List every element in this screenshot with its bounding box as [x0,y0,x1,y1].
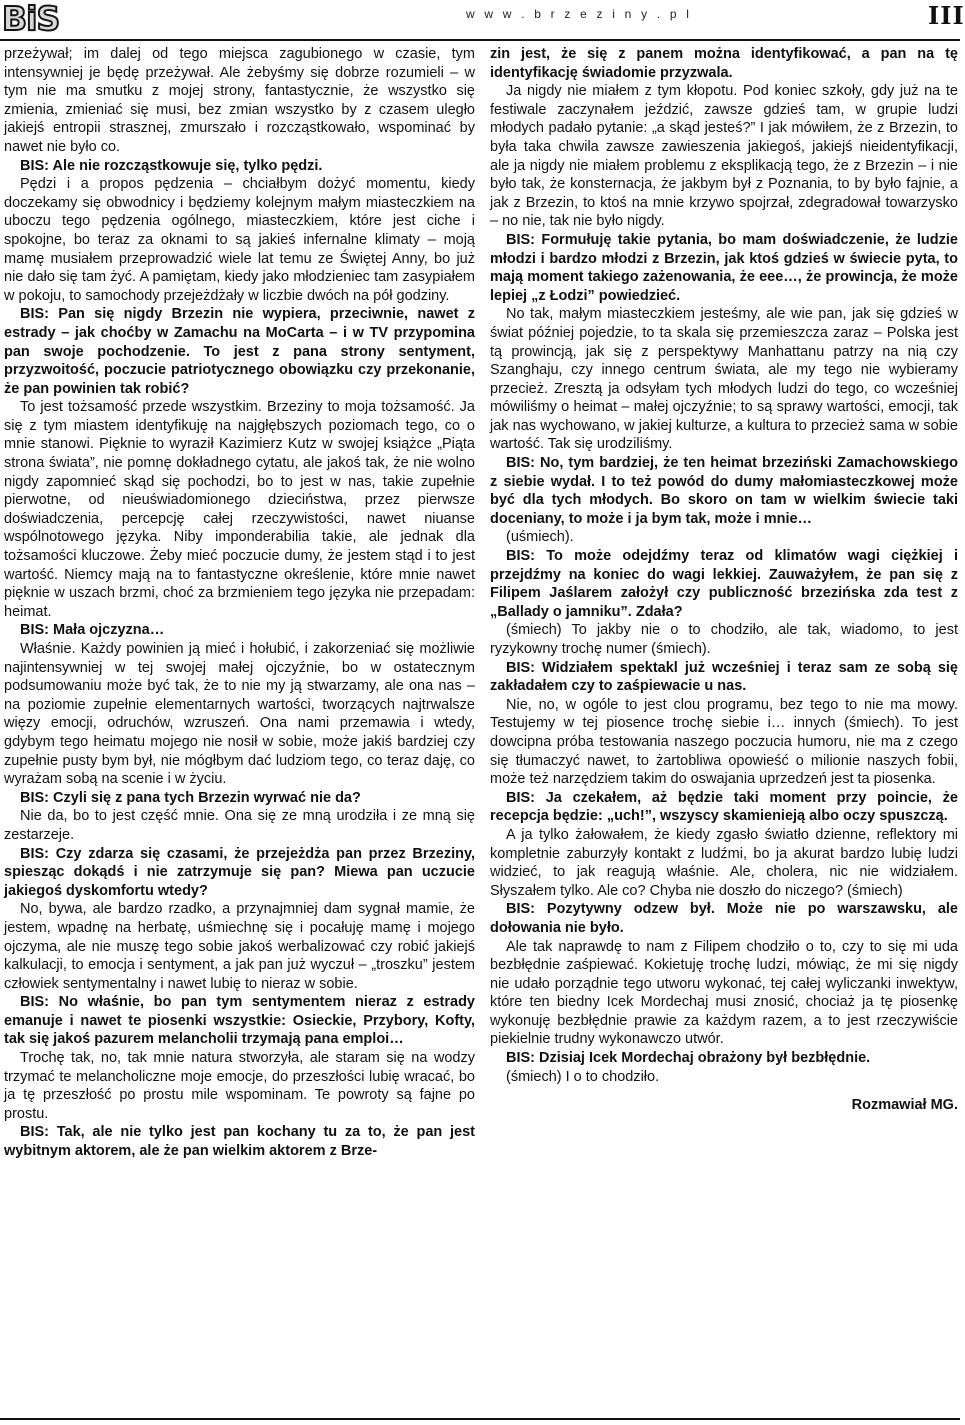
left-column [4,45,475,1161]
interview-question: zin jest, że się z panem można identyfikować, a pan na tę identyfikację świadomie przyzwala. [490,46,958,81]
site-url[interactable]: w w w . b r z e z i n y . p l [466,7,693,21]
interview-answer: Pędzi i a propos pędzenia – chciałbym dożyć momentu, kiedy doczekamy się obwodnicy i będziemy kolejnym małym miasteczkiem na uboczu tego pędzenia ogólnego, miasteczkiem, które jest ciche i spokojne, bo teraz za oknami to są jakieś infernalne klimaty – moją mamę musiałem przeprowadzić wiele lat temu ze Świętej Anny, bo już nie dało się tam żyć. A pamiętam, kiedy jako młodzieniec tam zasypiałem w pokoju, to samochody przejeżdżały w liczbie dwóch na pół godziny. [4,176,475,304]
interview-answer: Nie, no, w ogóle to jest clou programu, bez tego to nie ma mowy. Testujemy w tej piosence trochę siebie i… innych (śmiech). To jest dowcipna próba testowania naszego poczucia humoru, nie ma z czego się tłumaczyć nawet, to żartobliwa opowieść o milionie naszych fobii, może też narzędziem takim do oswajania uprzedzeń jest ta piosenka. [490,696,958,788]
interview-answer: Trochę tak, no, tak mnie natura stworzyła, ale staram się na wodzy trzymać te melancholiczne moje emocje, do przeszłości lubię wracać, bo ja tę przeszłość po prostu mile wspominam. Te powroty są fajne po prostu. [4,1050,475,1122]
interview-question: BIS: Widziałem spektakl już wcześniej i teraz sam ze sobą się zakładałem czy to zaśpiewacie u nas. [490,659,958,695]
bis-logo: BiS [2,0,60,38]
interview-answer: No tak, małym miasteczkiem jesteśmy, ale wie pan, jak się gdzieś w świat później pojedzie, to ta skala się przemieszcza zaraz – Polska jest tą prowincją, jak się z perspektywy Manhattanu patrzy na nią czy Szanghaju, czy innego centrum świata, ale my tego nie wybieramy przecież. Zresztą ja odsyłam tych młodych ludzi do tego, co wcześniej mówiliśmy o heimat – małej ojczyźnie; to są sprawy wartości, emocji, tak jak nas wychowano, w jakiej kulturze, a kultura to przecież sama w sobie wartość. Tak się urodziliśmy. [490,306,958,453]
interview-answer: Nie da, bo to jest część mnie. Ona się ze mną urodziła i ze mną się zestarzeje. [4,808,475,843]
interview-question: BIS: To może odejdźmy teraz od klimatów wagi ciężkiej i przejdźmy na koniec do wagi lekkiej. Zauważyłem, że pan się z Filipem Jaślarem założył czy publiczność brzezińska zda test z „Ballady o jamniku”. Zdała? [490,548,958,620]
interview-question: BIS: Pan się nigdy Brzezin nie wypiera, przeciwnie, nawet z estrady – jak choćby w Zamachu na MoCarta – i w TV przypomina pan swoje pochodzenie. To jest z pana strony sentyment, przyzwoitość, poczucie patriotycznego obowiązku czy przekonanie, że pan powinien tak robić? [4,306,475,397]
interview-question: BIS: Pozytywny odzew był. Może nie po warszawsku, ale dołowania nie było. [490,901,958,936]
interview-answer: No, bywa, ale bardzo rzadko, a przynajmniej dam sygnał mamie, że jestem, wpadnę na herbatę, uśmiechnę się i pocałuję mamę i mojego ojczyma, ale nie muszę tego sobie jakoś werbalizować czy robić jakiejś kalkulacji, to emocja i sentyment, a jak pan już wyczuł – „troszku” jestem człowiek sentymentalny i nawet lubię to nieraz w sobie. [4,901,475,992]
right-column [490,45,958,1115]
interview-answer: (uśmiech). [506,529,574,546]
interview-question: BIS: Formułuję takie pytania, bo mam doświadczenie, że ludzie młodzi i bardzo młodzi z Brzezin, jak ktoś gdzieś w świecie pyta, to mają moment takiego zażenowania, że eee…, że prowincja, że może lepiej „z Łodzi” powiedzieć. [490,231,958,304]
interview-answer: Właśnie. Każdy powinien ją mieć i hołubić, i zakorzeniać się możliwie najintensywniej w tej swojej małej ojczyźnie, bo w ostatecznym podsumowaniu może być tak, że to nie my ją stwarzamy, ale ona nas – na poziomie zupełnie elementarnych wartości, tworzących najtrwalsze więzy emocji, odruchów, wzruszeń. Ona nami przemawia i wtedy, gdybym tego heimatu mojego nie nosił w sobie, może jakiś bardziej czy zupełnie pusty bym był, nie mógłbym dać ludziom tego, co teraz daję, co wyrażam sobą na scenie i w życiu. [4,641,475,788]
interview-question: BIS: Ale nie rozcząstkowuje się, tylko pędzi. [20,157,323,174]
interview-question: BIS: No właśnie, bo pan tym sentymentem nieraz z estrady emanuje i nawet te piosenki wszystkie: Osieckie, Przybory, Kofty, tak się jakoś pazurem melancholii trzymają pana emploi… [4,994,475,1048]
interview-question: BIS: Ja czekałem, aż będzie taki moment przy poincie, że recepcja będzie: „uch!”, wszyscy skamienieją albo oczy spuszczą. [490,789,958,825]
interview-answer: przeżywał; im dalej od tego miejsca zagubionego w czasie, tym intensywniej je będę przeżywał. Ale żebyśmy się dobrze rozumieli – w tym nie ma smutku z mojej strony, fantastycznie, że wszystko się zmienia, zmieniać się musi, bez zmian wszystko by z czasem uległo jakiejś entropii strasznej, zmurszało i rozcząstkowało, wspominać by nawet nie było co. [4,46,475,155]
interview-question: BIS: No, tym bardziej, że ten heimat brzeziński Zamachowskiego z siebie wydał. I to też powód do dumy małomiasteczkowej może być dla tych młodych. Bo skoro on tam w wielkim świecie taki doceniany, to może i ja bym tak, może i mnie… [490,455,958,527]
interview-question: BIS: Czy zdarza się czasami, że przejeżdża pan przez Brzeziny, spiesząc dokądś i nie zatrzymuje się pan? Miewa pan uczucie jakiegoś dyskomfortu wtedy? [4,845,475,899]
header-rule [0,39,960,41]
interview-answer: (śmiech) To jakby nie o to chodziło, ale tak, wiadomo, to jest ryzykowny trochę numer (śmiech). [490,622,958,657]
interview-answer: To jest tożsamość przede wszystkim. Brzeziny to moja tożsamość. Ja się z tym miastem identyfikuję na najgłębszych poziomach tego, co o mnie stanowi. Pięknie to wyraził Kazimierz Kutz w swojej książce „Piąta strona świata”, nie pomnę dokładnego cytatu, ale jakoś tak, że nie wolno nigdy zapomnieć skąd się pochodzi, bo to jest w nas, takie zupełnie pierwotne, od nieuświadomionego dzieciństwa, przez pierwsze doświadczenia, percepcję całej rzeczywistości, nawet niuanse wspólnotowego języka. Niby imponderabilia takie, ale jednak dla tożsamości kluczowe. Żeby mieć poczucie dumy, że jestem stąd i to jest wartość. Niemcy mają na to fantastyczne określenie, które mnie nawet pięknie w uszach brzmi, choć za brzmieniem tego języka nie przepadam: heimat. [4,399,475,620]
interview-answer: A ja tylko żałowałem, że kiedy zgasło światło dzienne, reflektory mi kompletnie zaburzyły kontakt z ludźmi, bo ja akurat bardzo lubię ludzi widzieć, to jak reagują właśnie. Ale, cholera, nic nie widziałem. Słyszałem tylko. Ale co? Chyba nie doszło do niczego? (śmiech) [490,826,958,899]
interview-question: BIS: Mała ojczyzna… [20,622,165,639]
interview-answer: Ja nigdy nie miałem z tym kłopotu. Pod koniec szkoły, gdy już na te festiwale zaczynałem jeździć, zawsze gdzieś tam, w grupie ludzi młodych padało pytanie: „a skąd jesteś?” I jak mówiłem, że z Brzezin, to była taka chwila zawsze zawieszenia jakiegoś, jakiejś nieidentyfikacji, ale ja nigdy nie miałem problemu z eksplikacją tego, że z Brzezin – i nie było tak, że konsternacja, że jakbym był z Poznania, to by było fajnie, a jak z Brzezin, to ktoś na mnie krzywo spojrzał, zdegradował towarzysko – no nie, tak nie było nigdy. [490,83,958,230]
interview-question: BIS: Tak, ale nie tylko jest pan kochany tu za to, że pan jest wybitnym aktorem, ale że pan wielkim aktorem z Brze- [4,1124,475,1160]
interview-question: BIS: Dzisiaj Icek Mordechaj obrażony był bezbłędnie. [506,1050,871,1067]
interview-question: BIS: Czyli się z pana tych Brzezin wyrwać nie da? [20,789,361,806]
page-header [0,0,965,40]
footer-rule [0,1418,960,1420]
interview-answer: (śmiech) I o to chodziło. [506,1068,660,1085]
interview-answer: Ale tak naprawdę to nam z Filipem chodziło o to, czy to się mi uda bezbłędnie zaśpiewać. Kokietuję trochę ludzi, mówiąc, że mi się nigdy nie udało porządnie tego utworu wykonać, tej całej wyliczanki inwektyw, które ten biedny Icek Mordechaj musi znosić, chociaż ja tę piosenkę wykonuję bezbłędnie prawie za każdym razem, a to jest rzeczywiście piekielnie trudny wykonawczo utwór. [490,938,958,1048]
page-number: III [928,1,965,30]
author-signature: Rozmawiał MG. [851,1097,958,1114]
